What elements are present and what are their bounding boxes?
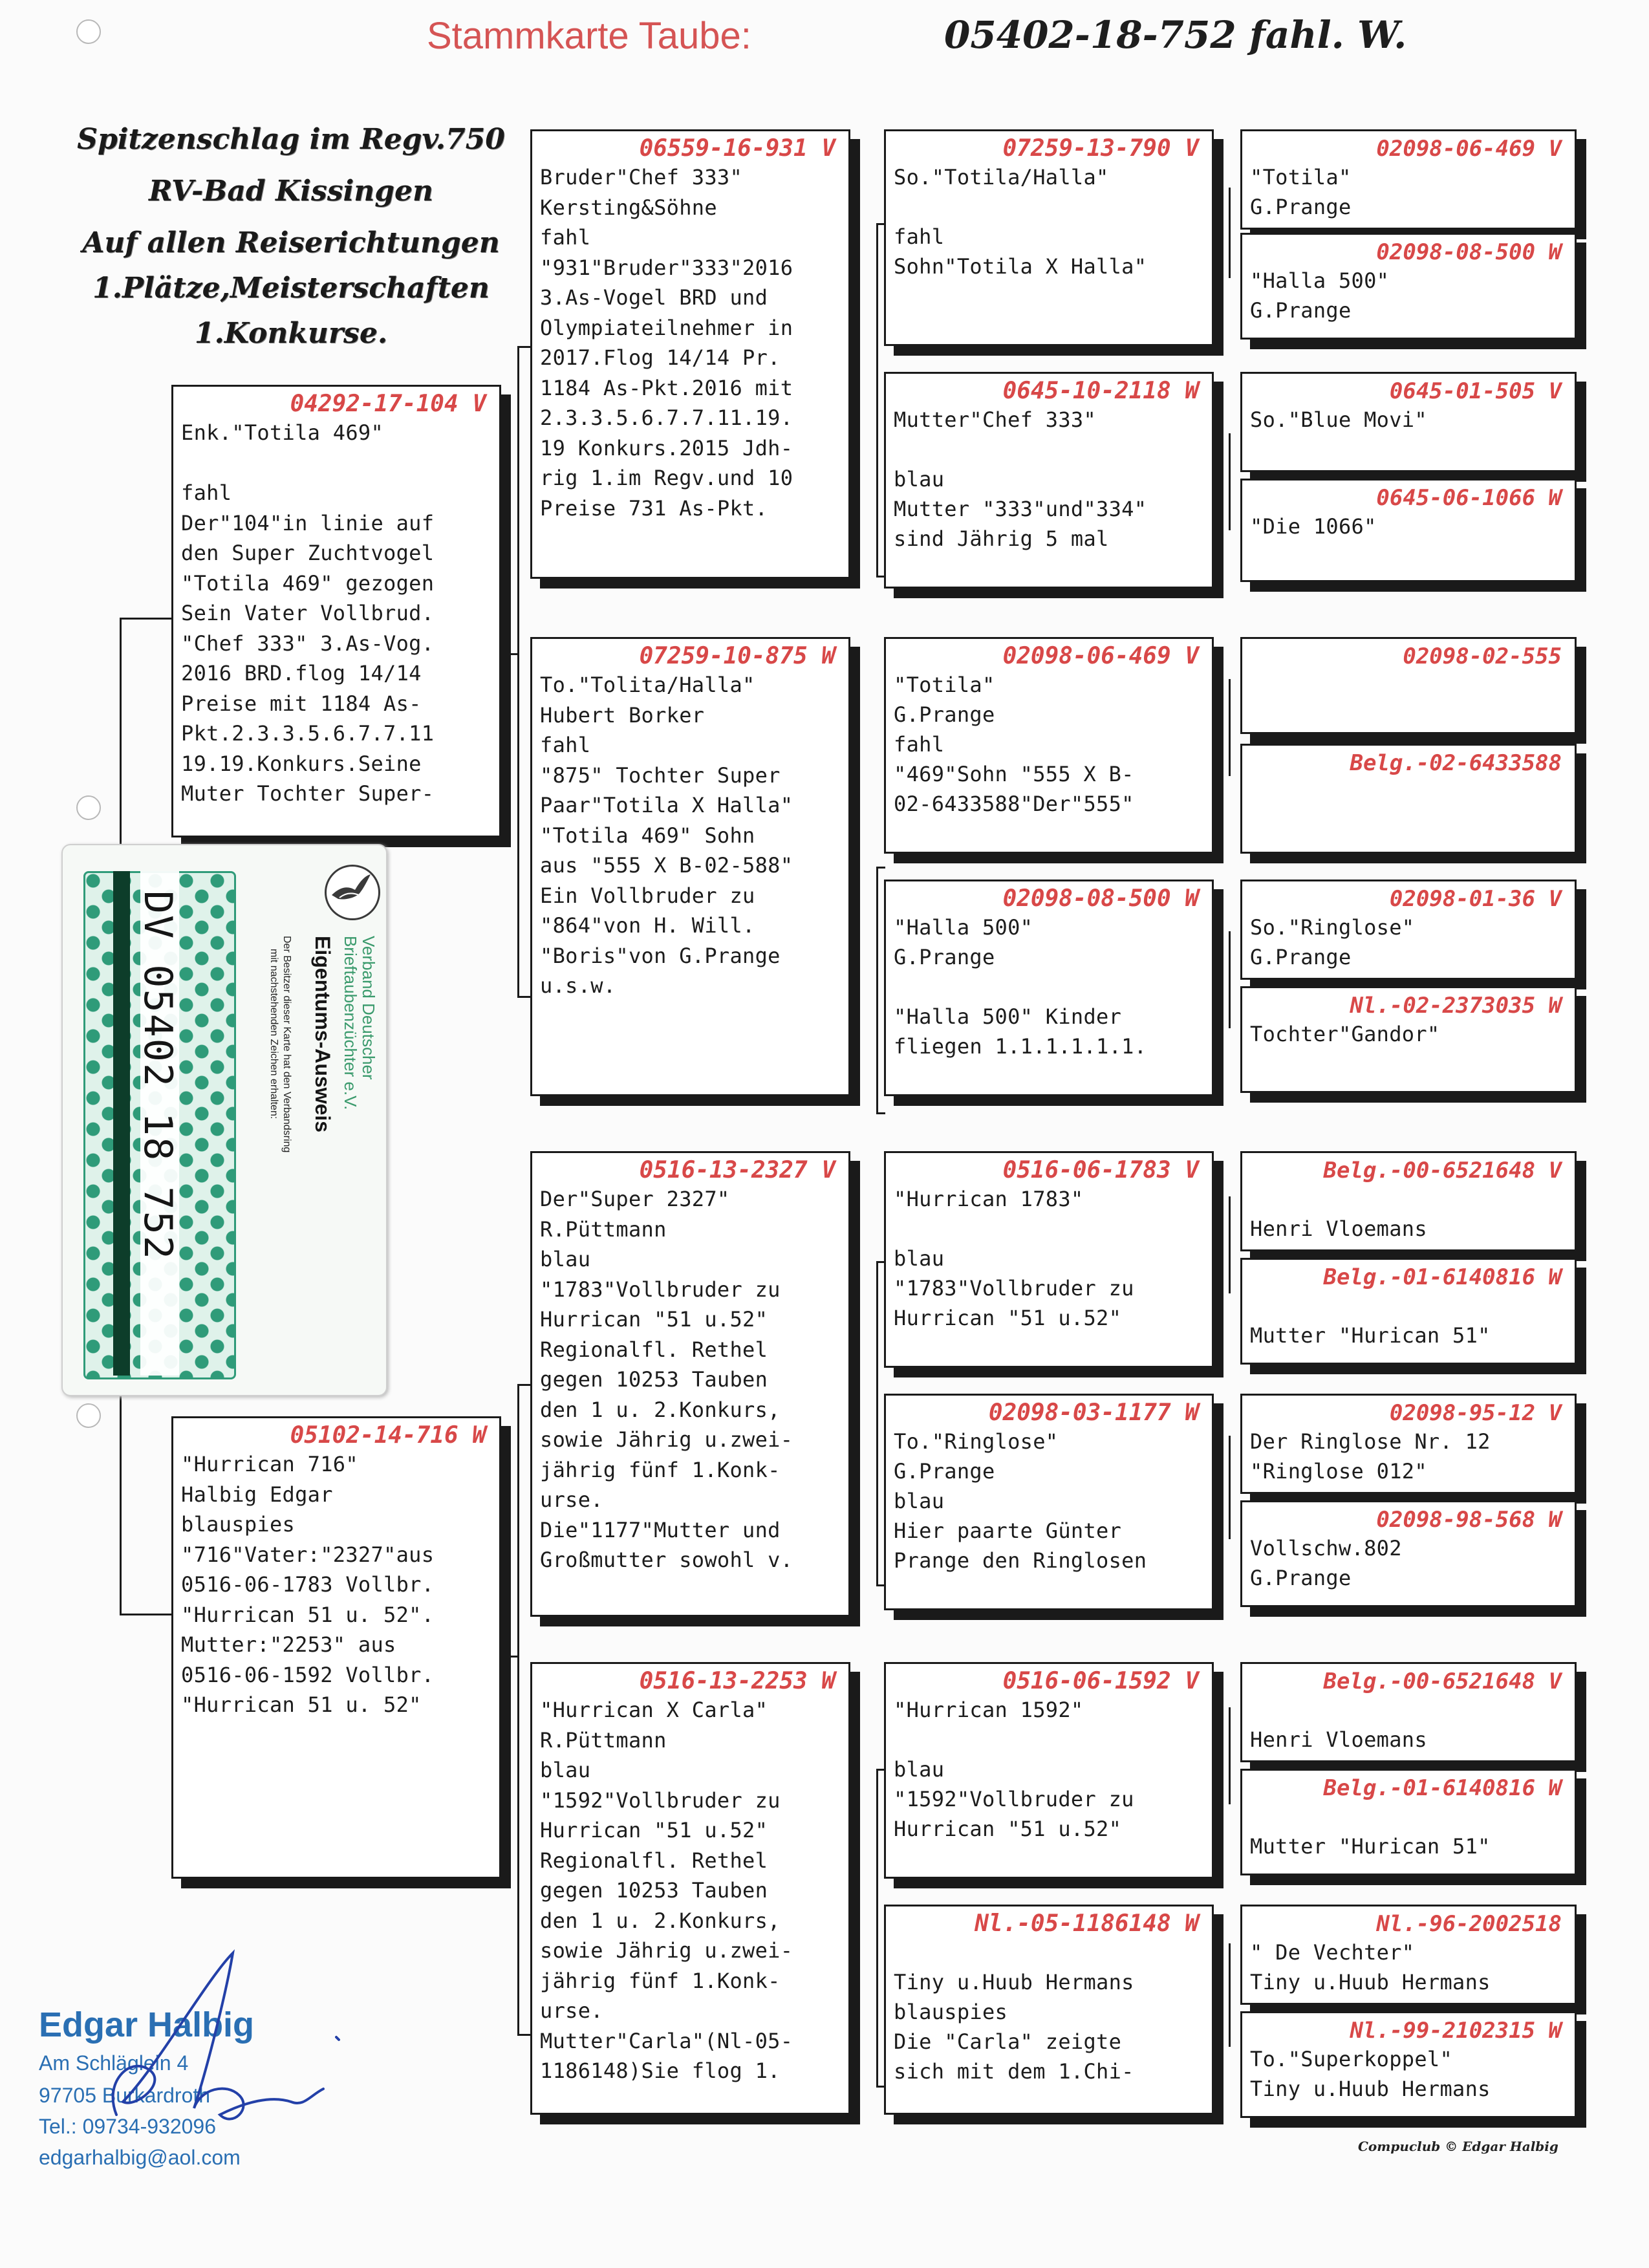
ring-number: 0516-13-2253 W <box>639 1668 835 1694</box>
pigeon-description: Bruder"Chef 333" Kersting&Söhne fahl "931"Bruder"333"2016 3.As-Vogel BRD und Olympiateilnehmer in 2017.Flog 14/14 Pr. 1184 As-Pkt.2016 mit 2.3.3.5.6.7.7.11.19. 19 Konkurs.2015 Jdh- rig 1.im Regv.und 10 Preise 731 As-Pkt. <box>540 165 793 521</box>
card-title: Eigentums-Ausweis <box>311 936 334 1133</box>
pigeon-description: "Hurrican 1783" blau "1783"Vollbruder zu Hurrican "51 u.52" <box>894 1187 1134 1330</box>
page-title: Stammkarte Taube: <box>427 15 751 57</box>
parent-box-dam <box>171 1416 501 1879</box>
great-great-grandparent-box <box>1240 1769 1577 1875</box>
owner-street: Am Schläglein 4 <box>39 2051 189 2075</box>
pigeon-description: To."Superkoppel" Tiny u.Huub Hermans <box>1250 2047 1491 2101</box>
connector <box>1229 679 1231 776</box>
great-great-grandparent-box <box>1240 986 1577 1093</box>
ring-number: 02098-08-500 W <box>1376 239 1562 265</box>
connector <box>1229 1196 1231 1293</box>
org-name-line-1: Verband Deutscher <box>359 936 378 1080</box>
ring-number: Nl.-05-1186148 W <box>975 1910 1199 1937</box>
connector <box>876 867 885 869</box>
owner-name: Edgar Halbig <box>39 2005 255 2044</box>
connector <box>120 618 173 620</box>
pigeon-description: Der Ringlose Nr. 12 "Ringlose 012" <box>1250 1429 1491 1484</box>
connector <box>501 653 519 655</box>
owner-phone: Tel.: 09734-932096 <box>39 2115 216 2138</box>
great-grandparent-box <box>884 880 1214 1096</box>
pigeon-description: Henri Vloemans <box>1250 1216 1427 1241</box>
ring-number: Belg.-01-6140816 W <box>1323 1264 1562 1290</box>
parent-box-sire <box>171 385 501 837</box>
great-grandparent-box <box>884 1151 1214 1368</box>
pigeon-description: Tochter"Gandor" <box>1250 1022 1440 1046</box>
slogan-line-4: 1.Plätze,Meisterschaften <box>92 272 490 305</box>
connector <box>876 867 878 1112</box>
connector <box>517 1384 532 1386</box>
pigeon-description: Enk."Totila 469" fahl Der"104"in linie auf den Super Zuchtvogel "Totila 469" gezogen Sein Vater Vollbrud. "Chef 333" 3.As-Vog. 2016 BRD.flog 14/14 Preise mit 1184 As- Pkt.2.3.3.5.6.7.7.11 19.19.Konkurs.Seine Muter Tochter Super- <box>181 420 435 806</box>
owner-email: edgarhalbig@aol.com <box>39 2146 241 2169</box>
ownership-card <box>61 844 387 1396</box>
pigeon-description: So."Blue Movi" <box>1250 407 1427 432</box>
ring-number: 02098-08-500 W <box>1002 885 1199 912</box>
great-great-grandparent-box <box>1240 1500 1577 1607</box>
ring-number: Nl.-96-2002518 <box>1376 1911 1562 1937</box>
great-great-grandparent-box <box>1240 880 1577 980</box>
ring-number: Belg.-00-6521648 V <box>1323 1669 1562 1694</box>
great-great-grandparent-box <box>1240 637 1577 734</box>
ring-number: 02098-03-1177 W <box>988 1399 1199 1426</box>
card-note-line-2: mit nachstehenden Zeichen erhalten: <box>268 949 279 1119</box>
card-note-line-1: Der Besitzer dieser Karte hat den Verbandsring <box>281 936 292 1153</box>
ring-number: 07259-10-875 W <box>639 643 835 669</box>
great-great-grandparent-box <box>1240 1394 1577 1494</box>
great-great-grandparent-box <box>1240 233 1577 340</box>
pigeon-description: "Hurrican X Carla" R.Püttmann blau "1592"Vollbruder zu Hurrican "51 u.52" Regionalfl. Rethel gegen 10253 Tauben den 1 u. 2.Konkurs, sowie Jährig u.zwei- jährig fünf 1.Konk- urse. Mutter"Carla"(Nl-05- 1186148)Sie flog 1. <box>540 1698 793 2083</box>
great-grandparent-box <box>884 129 1214 346</box>
ring-number: 0645-06-1066 W <box>1376 485 1562 511</box>
punch-hole-top <box>76 19 101 44</box>
ring-number: Nl.-99-2102315 W <box>1350 2018 1562 2044</box>
pigeon-description: To."Tolita/Halla" Hubert Borker fahl "875" Tochter Super Paar"Totila X Halla" "Totila 469" Sohn aus "555 X B-02-588" Ein Vollbruder zu "864"von H. Will. "Boris"von G.Prange u.s.w. <box>540 673 793 998</box>
slogan-line-2: RV-Bad Kissingen <box>149 175 433 208</box>
connector <box>1229 1436 1231 1539</box>
pigeon-description: "Hurrican 1592" blau "1592"Vollbruder zu Hurrican "51 u.52" <box>894 1698 1134 1841</box>
great-grandparent-box <box>884 372 1214 589</box>
great-great-grandparent-box <box>1240 1662 1577 1762</box>
slogan-line-5: 1.Konkurse. <box>194 317 388 350</box>
pigeon-description: So."Totila/Halla" fahl Sohn"Totila X Halla" <box>894 165 1147 279</box>
slogan-line-3: Auf allen Reiserichtungen <box>82 226 500 259</box>
connector <box>876 1769 878 2086</box>
great-great-grandparent-box <box>1240 372 1577 472</box>
connector <box>1229 1707 1231 1804</box>
connector <box>517 996 532 998</box>
ring-number: 02098-06-469 V <box>1002 643 1199 669</box>
ring-number: 02098-01-36 V <box>1389 886 1562 912</box>
pigeon-description: Der"Super 2327" R.Püttmann blau "1783"Vollbruder zu Hurrican "51 u.52" Regionalfl. Rethel gegen 10253 Tauben den 1 u. 2.Konkurs, sowie Jährig u.zwei- jährig fünf 1.Konk- urse. Die"1177"Mutter und Großmutter sowohl v. <box>540 1187 793 1572</box>
pigeon-description: So."Ringlose" G.Prange <box>1250 915 1415 969</box>
grandparent-box <box>530 1151 850 1617</box>
connector <box>517 2034 532 2036</box>
great-great-grandparent-box <box>1240 1905 1577 2005</box>
ring-number: 07259-13-790 V <box>1002 135 1199 162</box>
connector <box>876 223 878 576</box>
pigeon-description: To."Ringlose" G.Prange blau Hier paarte Günter Prange den Ringlosen <box>894 1429 1147 1573</box>
ring-number: 0645-10-2118 W <box>1002 378 1199 404</box>
great-grandparent-box <box>884 1662 1214 1879</box>
grandparent-box <box>530 1662 850 2115</box>
ring-number: 02098-06-469 V <box>1376 136 1562 162</box>
ring-number: 0645-01-505 V <box>1389 378 1562 404</box>
pigeon-description: "Totila" G.Prange <box>1250 165 1352 219</box>
ring-number: Belg.-01-6140816 W <box>1323 1775 1562 1801</box>
ring-number: 02098-02-555 <box>1403 643 1562 669</box>
ring-number: 04292-17-104 V <box>290 391 486 417</box>
pigeon-description: Henri Vloemans <box>1250 1727 1427 1752</box>
great-great-grandparent-box <box>1240 1151 1577 1251</box>
ring-number: 0516-06-1592 V <box>1002 1668 1199 1694</box>
ring-number: 02098-98-568 W <box>1376 1507 1562 1533</box>
ring-number: 0516-06-1783 V <box>1002 1157 1199 1183</box>
pigeon-description: "Halla 500" G.Prange <box>1250 268 1390 323</box>
connector <box>517 1384 519 2034</box>
punch-hole-bottom <box>76 1403 101 1428</box>
pigeon-description: Mutter "Hurican 51" <box>1250 1834 1491 1859</box>
connector <box>876 1112 885 1114</box>
connector <box>1229 433 1231 530</box>
great-great-grandparent-box <box>1240 479 1577 582</box>
signature <box>78 1940 388 2147</box>
connector <box>517 346 519 996</box>
ring-number: 06559-16-931 V <box>639 135 835 162</box>
ring-number: Nl.-02-2373035 W <box>1350 993 1562 1019</box>
great-grandparent-box <box>884 1905 1214 2115</box>
great-grandparent-box <box>884 1394 1214 1610</box>
great-grandparent-box <box>884 637 1214 854</box>
grandparent-box <box>530 637 850 1096</box>
pigeon-id: 05402-18-752 fahl. W. <box>944 13 1407 57</box>
connector <box>1229 931 1231 1028</box>
pigeon-description: " De Vechter" Tiny u.Huub Hermans <box>1250 1940 1491 1994</box>
pigeon-description: "Die 1066" <box>1250 514 1377 539</box>
grandparent-box <box>530 129 850 579</box>
great-great-grandparent-box <box>1240 1258 1577 1365</box>
connector <box>1229 188 1231 278</box>
pigeon-description: Mutter"Chef 333" blau Mutter "333"und"334" sind Jährig 5 mal <box>894 407 1147 551</box>
ring-number: Belg.-02-6433588 <box>1350 750 1562 776</box>
ring-number: 02098-95-12 V <box>1389 1400 1562 1426</box>
connector <box>501 1656 519 1658</box>
punch-hole-middle <box>76 795 101 820</box>
pigeon-logo-icon <box>325 865 380 920</box>
pigeon-description: "Hurrican 716" Halbig Edgar blauspies "716"Vater:"2327"aus 0516-06-1783 Vollbr. "Hurrican 51 u. 52". Mutter:"2253" aus 0516-06-1592 Vollbr. "Hurrican 51 u. 52" <box>181 1452 435 1717</box>
slogan-line-1: Spitzenschlag im Regv.750 <box>77 123 505 156</box>
pigeon-description: Vollschw.802 G.Prange <box>1250 1536 1402 1590</box>
ring-number: Belg.-00-6521648 V <box>1323 1158 1562 1183</box>
pigeon-description: Mutter "Hurican 51" <box>1250 1323 1491 1348</box>
pigeon-description: "Halla 500" G.Prange "Halla 500" Kinder fliegen 1.1.1.1.1.1. <box>894 915 1147 1059</box>
connector <box>876 1261 878 1584</box>
great-great-grandparent-box <box>1240 744 1577 854</box>
connector <box>120 1614 173 1615</box>
ring-number-text: DV 05402 18 752 <box>135 891 180 1260</box>
great-great-grandparent-box <box>1240 129 1577 230</box>
card-stripe <box>113 871 130 1376</box>
org-name-line-2: Brieftaubenzüchter e.V. <box>341 936 360 1110</box>
footer-credit: Compuclub © Edgar Halbig <box>1358 2139 1558 2154</box>
owner-city: 97705 Burkardroth <box>39 2084 211 2107</box>
ring-number: 05102-14-716 W <box>290 1422 486 1449</box>
connector <box>517 346 532 348</box>
great-great-grandparent-box <box>1240 2011 1577 2118</box>
pigeon-description: Tiny u.Huub Hermans blauspies Die "Carla" zeigte sich mit dem 1.Chi- <box>894 1970 1134 2084</box>
connector <box>1229 1943 1231 2047</box>
pigeon-description: "Totila" G.Prange fahl "469"Sohn "555 X B- 02-6433588"Der"555" <box>894 673 1134 816</box>
ring-number: 0516-13-2327 V <box>639 1157 835 1183</box>
